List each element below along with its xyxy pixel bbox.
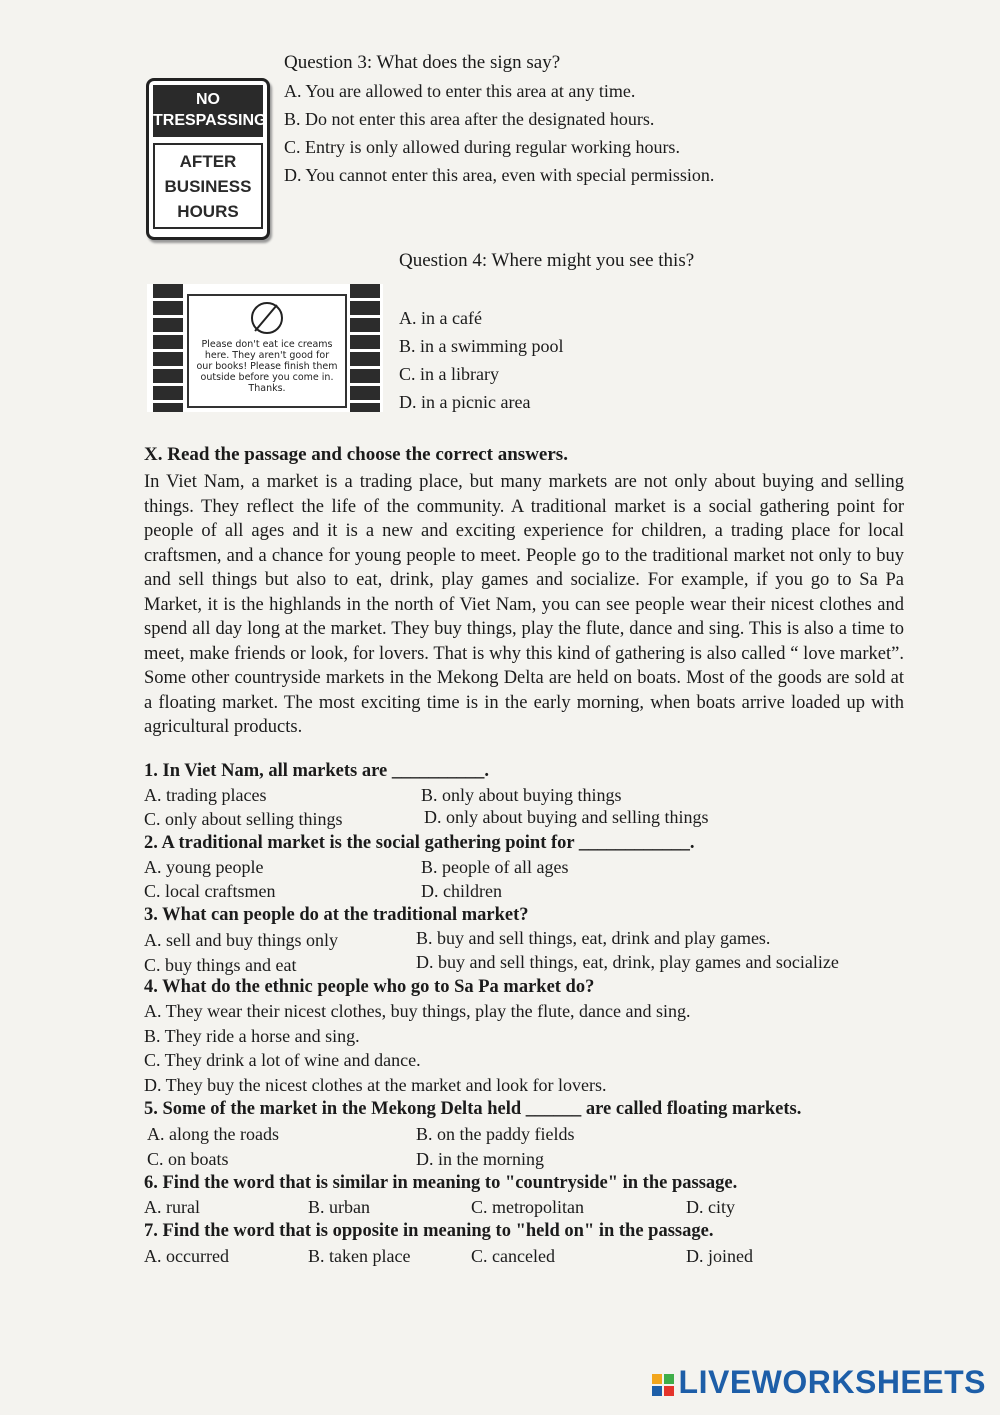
reading-passage: In Viet Nam, a market is a trading place, but many markets are not only about buying and selling things. They reflect the life of the community. A traditional market is a social gathering point for people of all ages and it is a new and exciting experience for children, a trading place for local craftsmen, and a chance for young people to meet. People go to the traditional market not only to buy and sell things but also to eat, drink, play games and socialize. For example, if you go to Sa Pa Market, it is the highlands in the north of Viet Nam, you can see people wear their nicest clothes and spend all day long at the market. They buy things, play the flute, dance and sing. This is also a time to meet, make friends or look, for lovers. That is why this kind of gathering is also called “ love market”. Some other countryside markets in the Mekong Delta are held on boats. Most of the goods are sold at a floating market. The most exciting time is in the early morning, when boats arrive loaded up with agricultural products. (144, 472, 904, 737)
brand-text: LIVEWORKSHEETS (678, 1364, 986, 1400)
q1-option-c[interactable]: C. only about selling things (144, 809, 343, 829)
q3b-option-c[interactable]: C. buy things and eat (144, 955, 297, 975)
sign-line: AFTER (179, 152, 237, 171)
library-sign (147, 284, 383, 412)
question-3-title: Question 3: What does the sign say? (284, 52, 561, 73)
question-1: 1. In Viet Nam, all markets are __________. (144, 761, 489, 781)
q1-option-b[interactable]: B. only about buying things (421, 785, 622, 805)
q4b-option-d[interactable]: D. They buy the nicest clothes at the market and look for lovers. (144, 1075, 607, 1095)
q5-option-a[interactable]: A. along the roads (147, 1124, 279, 1144)
section-x-title: X. Read the passage and choose the correct answers. (144, 444, 568, 465)
sign-text-line: outside before you come in. (200, 372, 334, 383)
liveworksheets-logo (652, 1364, 986, 1401)
question-7: 7. Find the word that is opposite in meaning to "held on" in the passage. (144, 1221, 714, 1241)
sign-text-line: here. They aren't good for (204, 350, 330, 361)
question-4-title: Question 4: Where might you see this? (399, 250, 695, 271)
q4b-option-c[interactable]: C. They drink a lot of wine and dance. (144, 1050, 421, 1070)
q3-option-d[interactable]: D. You cannot enter this area, even with special permission. (284, 165, 715, 185)
q6-option-b[interactable]: B. urban (308, 1197, 370, 1217)
sign-line: TRESPASSING (153, 112, 267, 129)
question-4: 4. What do the ethnic people who go to Sa Pa market do? (144, 977, 595, 997)
sign-line: NO (196, 91, 220, 108)
liveworksheets-logo-icon (652, 1374, 674, 1396)
sign-text-line: our books! Please finish them (196, 361, 338, 372)
q3-option-c[interactable]: C. Entry is only allowed during regular working hours. (284, 137, 680, 157)
no-trespassing-sign (146, 78, 270, 240)
question-2: 2. A traditional market is the social gathering point for ____________. (144, 833, 695, 853)
q1-option-a[interactable]: A. trading places (144, 785, 267, 805)
q4-option-b[interactable]: B. in a swimming pool (399, 336, 564, 356)
q6-option-d[interactable]: D. city (686, 1197, 735, 1217)
no-ice-cream-icon (251, 302, 283, 334)
q3-option-a[interactable]: A. You are allowed to enter this area at any time. (284, 81, 636, 101)
q4-option-d[interactable]: D. in a picnic area (399, 392, 531, 412)
question-3: 3. What can people do at the traditional market? (144, 905, 529, 925)
q2-option-a[interactable]: A. young people (144, 857, 264, 877)
q4-option-a[interactable]: A. in a café (399, 308, 482, 328)
sign-line: HOURS (177, 202, 239, 221)
question-5: 5. Some of the market in the Mekong Delta held ______ are called floating markets. (144, 1099, 802, 1119)
brick-wall-right (350, 284, 380, 412)
q7-option-a[interactable]: A. occurred (144, 1246, 229, 1266)
q2-option-c[interactable]: C. local craftsmen (144, 881, 276, 901)
q7-option-c[interactable]: C. canceled (471, 1246, 555, 1266)
q3-option-b[interactable]: B. Do not enter this area after the designated hours. (284, 109, 655, 129)
q3b-option-a[interactable]: A. sell and buy things only (144, 930, 338, 950)
q1-option-d[interactable]: D. only about buying and selling things (424, 807, 709, 827)
q6-option-c[interactable]: C. metropolitan (471, 1197, 584, 1217)
q4b-option-a[interactable]: A. They wear their nicest clothes, buy things, play the flute, dance and sing. (144, 1001, 691, 1021)
q6-option-a[interactable]: A. rural (144, 1197, 200, 1217)
q5-option-d[interactable]: D. in the morning (416, 1149, 544, 1169)
sign-text-line: Thanks. (248, 383, 286, 394)
q2-option-b[interactable]: B. people of all ages (421, 857, 569, 877)
q2-option-d[interactable]: D. children (421, 881, 502, 901)
q7-option-d[interactable]: D. joined (686, 1246, 753, 1266)
q4-option-c[interactable]: C. in a library (399, 364, 499, 384)
sign-line: BUSINESS (164, 177, 252, 196)
q5-option-b[interactable]: B. on the paddy fields (416, 1124, 575, 1144)
q3b-option-b[interactable]: B. buy and sell things, eat, drink and play games. (416, 928, 771, 948)
q4b-option-b[interactable]: B. They ride a horse and sing. (144, 1026, 360, 1046)
question-6: 6. Find the word that is similar in meaning to "countryside" in the passage. (144, 1173, 738, 1193)
brick-wall-left (153, 284, 183, 412)
q7-option-b[interactable]: B. taken place (308, 1246, 411, 1266)
sign-text-line: Please don't eat ice creams (201, 339, 333, 350)
q3b-option-d[interactable]: D. buy and sell things, eat, drink, play games and socialize (416, 952, 839, 972)
q5-option-c[interactable]: C. on boats (147, 1149, 229, 1169)
